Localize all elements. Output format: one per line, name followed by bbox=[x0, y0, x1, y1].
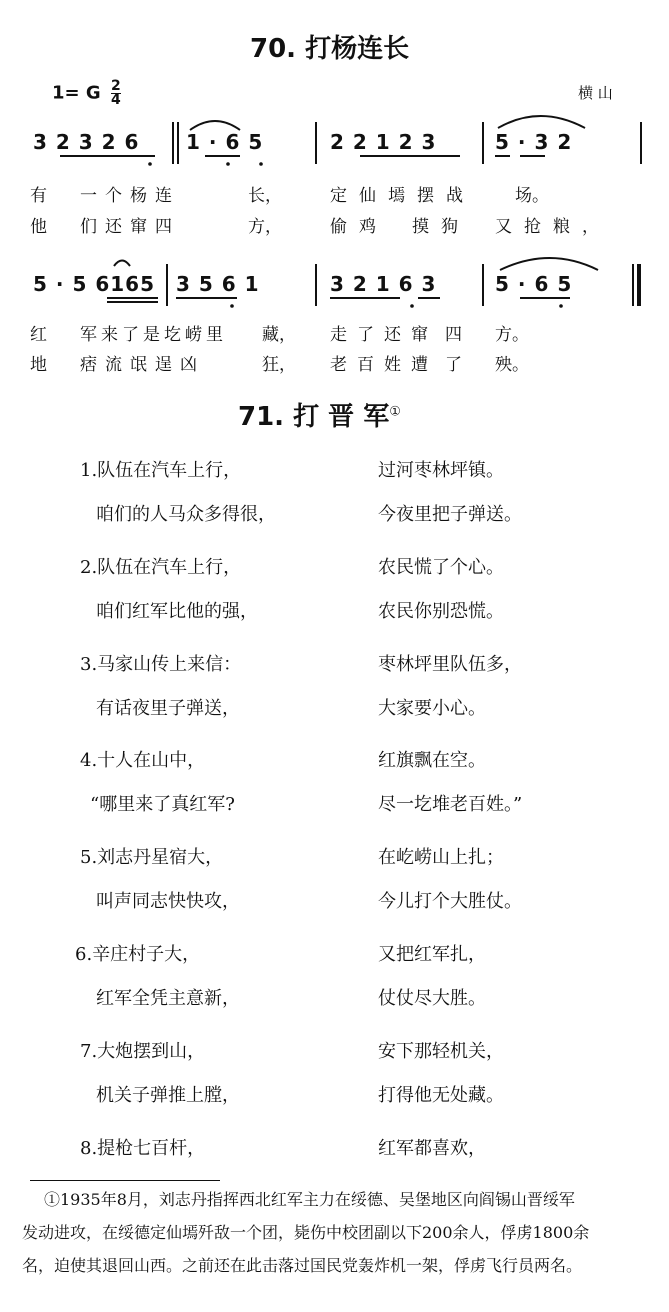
lyric-2a-5: 四 bbox=[445, 325, 462, 345]
time-bottom: 4 bbox=[110, 92, 121, 108]
lyric-2b-3: 狂， bbox=[262, 355, 296, 375]
verse-7-right-1: 安下那轻机关， bbox=[378, 1041, 504, 1062]
lyric-1b-2: 们还窜四 bbox=[80, 217, 180, 237]
lyric-2a-1: 红 bbox=[30, 325, 47, 345]
verse-4-left-2: “哪里来了真红军? bbox=[90, 794, 235, 815]
measure-1-1: 3 2 3 2 6 bbox=[33, 130, 140, 154]
time-top: 2 bbox=[110, 78, 121, 94]
key-label: 1= G bbox=[52, 82, 101, 104]
verse-6-left-2: 红军全凭主意新， bbox=[96, 988, 240, 1009]
lyric-2a-4: 走了还窜 bbox=[330, 325, 438, 345]
verse-2-right-1: 农民慌了个心。 bbox=[378, 557, 504, 578]
notation-graphics bbox=[0, 0, 669, 400]
lyric-1b-1: 他 bbox=[30, 217, 47, 237]
verse-3-right-2: 大家要小心。 bbox=[378, 698, 486, 719]
verse-3-right-1: 枣林坪里队伍多， bbox=[378, 654, 522, 675]
measure-1-3: 2 2 1 2 3 bbox=[330, 130, 437, 154]
lyric-2a-6: 方。 bbox=[495, 325, 529, 345]
lyric-1b-6: 又抢粮， bbox=[495, 217, 611, 237]
verse-8-right-1: 红军都喜欢， bbox=[378, 1138, 486, 1159]
lyric-2b-1: 地 bbox=[30, 355, 47, 375]
footnote-mark: ① bbox=[389, 404, 401, 420]
verse-7-right-2: 打得他无处藏。 bbox=[378, 1085, 504, 1106]
verse-2-right-2: 农民你别恐慌。 bbox=[378, 601, 504, 622]
verse-4-right-2: 尽一圪堆老百姓。” bbox=[378, 794, 523, 815]
lyric-2b-6: 殃。 bbox=[495, 355, 529, 375]
verse-5-right-2: 今儿打个大胜仗。 bbox=[378, 891, 522, 912]
verse-8-left-1: 8.提枪七百杆， bbox=[80, 1138, 206, 1159]
measure-2-4: 5 · 6 5 bbox=[495, 272, 573, 296]
lyric-1b-4: 偷鸡 bbox=[330, 217, 388, 237]
footnote-rule bbox=[30, 1180, 220, 1181]
verse-7-left-2: 机关子弹推上膛， bbox=[96, 1085, 240, 1106]
verse-4-right-1: 红旗飘在空。 bbox=[378, 750, 486, 771]
verse-2-left-1: 2.队伍在汽车上行， bbox=[80, 557, 242, 578]
lyric-1a-5: 场。 bbox=[515, 186, 549, 206]
lyric-1a-3: 长， bbox=[248, 186, 282, 206]
lyric-1b-5: 摸狗 bbox=[412, 217, 470, 237]
verse-2-left-2: 咱们红军比他的强， bbox=[96, 601, 258, 622]
measure-2-2: 3 5 6 1 bbox=[176, 272, 260, 296]
lyric-2b-2: 痞流氓逞凶 bbox=[80, 355, 205, 375]
verse-5-right-1: 在屹崂山上扎； bbox=[378, 847, 504, 868]
footnote-line-2: 发动进攻，在绥德定仙墕歼敌一个团，毙伤中校团副以下200余人，俘虏1800余 bbox=[22, 1223, 590, 1242]
lyric-2b-4: 老百姓遭 bbox=[330, 355, 438, 375]
song-71-title bbox=[238, 396, 401, 433]
measure-2-1: 5 · 5 6165 bbox=[33, 272, 155, 296]
lyric-1b-3: 方， bbox=[248, 217, 282, 237]
verse-3-left-2: 有话夜里子弹送， bbox=[96, 698, 240, 719]
verse-3-left-1: 3.马家山传上来信： bbox=[80, 654, 242, 675]
verse-4-left-1: 4.十人在山中， bbox=[80, 750, 206, 771]
lyric-2b-5: 了 bbox=[445, 355, 462, 375]
song-title: 70. 打杨连长 bbox=[250, 34, 410, 64]
verse-1-right-1: 过河枣林坪镇。 bbox=[378, 460, 504, 481]
song-71-title-text: 71. 打 晋 军 bbox=[238, 402, 390, 432]
lyric-1a-1: 有 bbox=[30, 186, 47, 206]
footnote-line-3: 名，迫使其退回山西。之前还在此击落过国民党轰炸机一架，俘虏飞行员两名。 bbox=[22, 1256, 583, 1275]
verse-1-left-2: 咱们的人马众多得很， bbox=[96, 504, 276, 525]
verse-5-left-2: 叫声同志快快攻， bbox=[96, 891, 240, 912]
footnote-line-1: ①1935年8月，刘志丹指挥西北红军主力在绥德、吴堡地区向阎锡山晋绥军 bbox=[44, 1190, 575, 1209]
measure-1-4: 5 · 3 2 bbox=[495, 130, 573, 154]
lyric-2a-3: 藏， bbox=[262, 325, 296, 345]
verse-5-left-1: 5.刘志丹星宿大， bbox=[80, 847, 224, 868]
lyric-1a-4: 定仙墕摆战 bbox=[330, 186, 475, 206]
verse-1-left-1: 1.队伍在汽车上行， bbox=[80, 460, 242, 481]
lyric-2a-2: 军来了是圪崂里 bbox=[80, 325, 227, 345]
verse-6-right-2: 仗仗尽大胜。 bbox=[378, 988, 486, 1009]
verse-1-right-2: 今夜里把子弹送。 bbox=[378, 504, 522, 525]
lyric-1a-2: 一个杨连 bbox=[80, 186, 180, 206]
measure-2-3: 3 2 1 6 3 bbox=[330, 272, 437, 296]
region-label: 横 山 bbox=[578, 84, 613, 102]
verse-6-left-1: 6.辛庄村子大， bbox=[75, 944, 201, 965]
verse-7-left-1: 7.大炮摆到山， bbox=[80, 1041, 206, 1062]
measure-1-2: 1 · 6 5 bbox=[186, 130, 264, 154]
verse-6-right-1: 又把红军扎， bbox=[378, 944, 486, 965]
